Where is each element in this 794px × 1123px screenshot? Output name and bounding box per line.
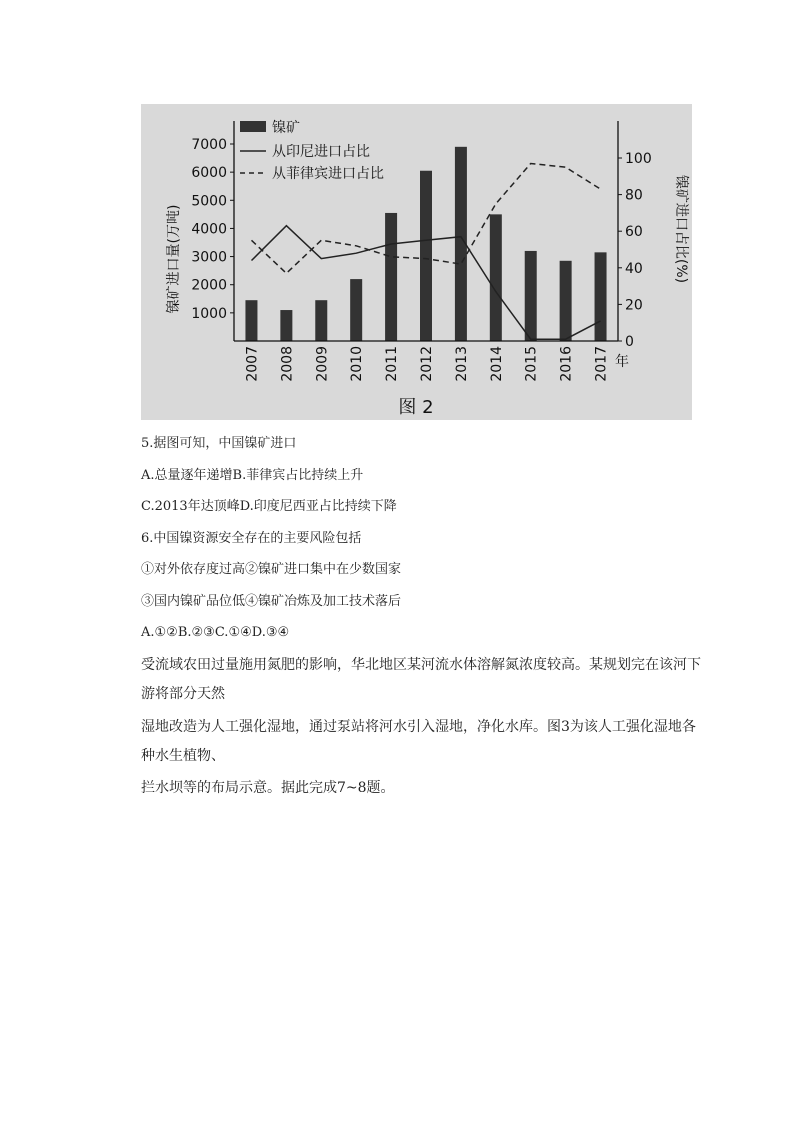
passage-text-1: 受流域农田过量施用氮肥的影响，华北地区某河流水体溶解氮浓度较高。某规划完在该河下 bbox=[141, 657, 701, 673]
x-tick-label-2016: 2016 bbox=[558, 346, 575, 382]
left-tick-label-3000: 3000 bbox=[191, 249, 227, 266]
passage-line-5: 拦水坝等的布局示意。据此完成7~8题。 bbox=[141, 780, 395, 796]
question-5-options-2: C.2013年达顶峰D.印度尼西亚占比持续下降 bbox=[141, 499, 397, 514]
question-5-stem: 5.据图可知，中国镍矿进口 bbox=[141, 436, 297, 451]
bar-2007 bbox=[245, 300, 257, 341]
left-tick-label-6000: 6000 bbox=[191, 165, 227, 182]
passage-line-3: 湿地改造为人工强化湿地，通过泵站将河水引入湿地，净化水库。图3为该人工强化湿地各 bbox=[141, 719, 696, 735]
question-6-options: A.①②B.②③C.①④D.③④ bbox=[141, 625, 290, 640]
x-tick-label-2017: 2017 bbox=[593, 346, 610, 382]
x-tick-label-2014: 2014 bbox=[488, 346, 505, 382]
legend-bar-swatch bbox=[240, 121, 266, 132]
chart-figure bbox=[141, 104, 692, 420]
x-tick-label-2008: 2008 bbox=[279, 346, 296, 382]
y-axis-label-right: 镍矿进口占比(%) bbox=[673, 174, 689, 284]
y-axis-label-left: 镍矿进口量(万吨) bbox=[166, 204, 182, 314]
question-5-options: A.总量逐年递增B.菲律宾占比持续上升 bbox=[141, 468, 364, 483]
bar-2009 bbox=[315, 300, 327, 341]
left-tick-label-7000: 7000 bbox=[191, 137, 227, 153]
x-tick-label-2012: 2012 bbox=[419, 346, 435, 382]
x-tick-label-2007: 2007 bbox=[244, 346, 261, 382]
nickel-import-chart bbox=[141, 104, 692, 420]
legend bbox=[240, 119, 384, 182]
passage-line-2: 游将部分天然 bbox=[141, 686, 225, 702]
bar-2016 bbox=[560, 261, 572, 341]
passage-line-4: 种水生植物、 bbox=[141, 748, 225, 764]
right-tick-label-0: 0 bbox=[625, 334, 634, 350]
question-6-stem: 6.中国镍资源安全存在的主要风险包括 bbox=[141, 531, 362, 546]
passage-line-1 bbox=[141, 655, 701, 675]
left-tick-label-1000: 1000 bbox=[191, 305, 227, 322]
bar-2010 bbox=[350, 279, 362, 341]
x-tick-label-2009: 2009 bbox=[314, 346, 331, 382]
legend-label-philippines: 从菲律宾进口占比 bbox=[272, 166, 384, 182]
right-tick-label-60: 60 bbox=[625, 224, 643, 241]
bar-2015 bbox=[525, 251, 537, 341]
bar-2011 bbox=[385, 213, 397, 341]
left-tick-label-5000: 5000 bbox=[191, 193, 227, 210]
x-tick-label-2010: 2010 bbox=[349, 346, 366, 382]
left-tick-label-2000: 2000 bbox=[191, 277, 227, 294]
question-6-line-1: ①对外依存度过高②镍矿进口集中在少数国家 bbox=[141, 562, 402, 577]
x-tick-label-2015: 2015 bbox=[523, 346, 540, 382]
bar-2012 bbox=[420, 171, 432, 341]
legend-label-indonesia: 从印尼进口占比 bbox=[272, 144, 370, 160]
bar-2008 bbox=[280, 310, 292, 341]
x-unit-label: 年 bbox=[615, 354, 629, 370]
right-tick-label-20: 20 bbox=[625, 297, 643, 314]
legend-label-nickel: 镍矿 bbox=[272, 120, 300, 136]
question-6-line-2: ③国内镍矿品位低④镍矿冶炼及加工技术落后 bbox=[141, 594, 402, 609]
left-tick-label-4000: 4000 bbox=[191, 221, 227, 238]
right-tick-label-100: 100 bbox=[625, 151, 652, 167]
x-tick-label-2011: 2011 bbox=[384, 346, 401, 382]
bar-2014 bbox=[490, 214, 502, 341]
right-tick-label-80: 80 bbox=[625, 187, 643, 204]
right-tick-label-40: 40 bbox=[625, 260, 643, 277]
figure-caption: 图 2 bbox=[398, 397, 434, 418]
bar-2017 bbox=[595, 252, 607, 341]
x-tick-label-2013: 2013 bbox=[453, 346, 470, 382]
